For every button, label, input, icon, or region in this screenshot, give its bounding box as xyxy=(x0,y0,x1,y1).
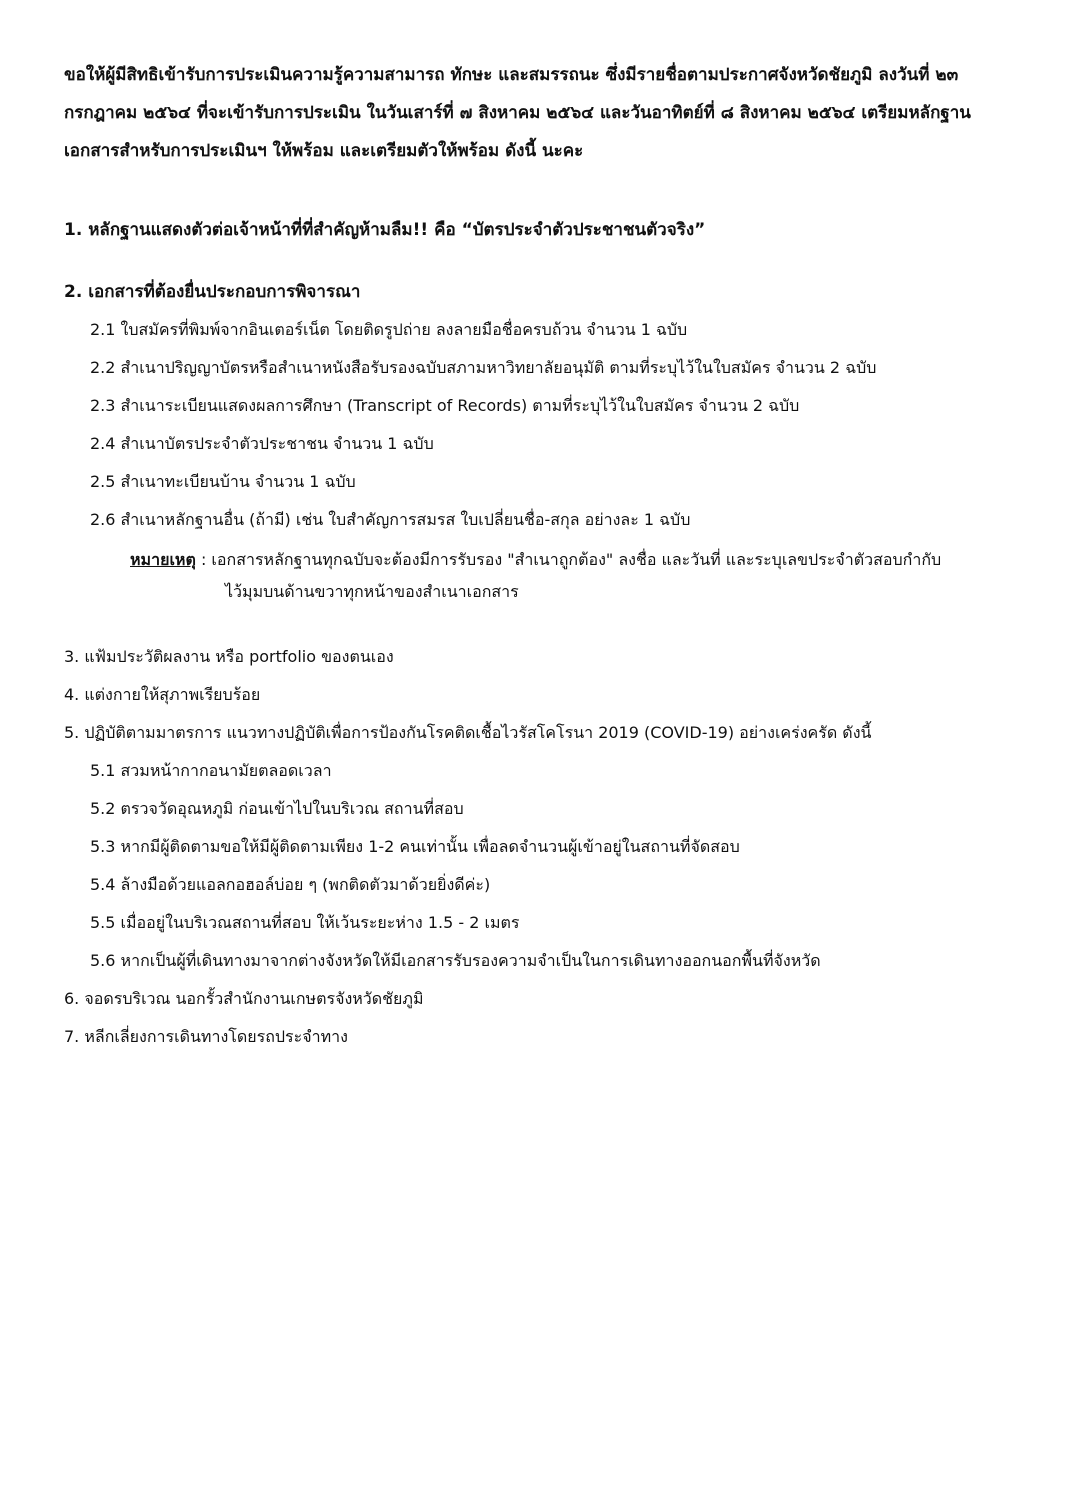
item-3-portfolio: 3. แฟ้มประวัติผลงาน หรือ portfolio ของตนเอง xyxy=(64,647,394,666)
subitem-2-2: 2.2 สำเนาปริญญาบัตรหรือสำเนาหนังสือรับรองฉบับสภามหาวิทยาลัยอนุมัติ ตามที่ระบุไว้ในใบสมัคร จำนวน 2 ฉบับ xyxy=(90,358,877,377)
note-text-line1: เอกสารหลักฐานทุกฉบับจะต้องมีการรับรอง "สำเนาถูกต้อง" ลงชื่อ และวันที่ และระบุเลขประจำตัวสอบกำกับ xyxy=(211,550,942,569)
subitem-2-4: 2.4 สำเนาบัตรประจำตัวประชาชน จำนวน 1 ฉบับ xyxy=(90,434,434,453)
item-7-transport: 7. หลีกเลี่ยงการเดินทางโดยรถประจำทาง xyxy=(64,1027,348,1046)
subitem-2-6: 2.6 สำเนาหลักฐานอื่น (ถ้ามี) เช่น ใบสำคัญการสมรส ใบเปลี่ยนชื่อ-สกุล อย่างละ 1 ฉบับ xyxy=(90,510,691,529)
intro-paragraph xyxy=(64,56,1054,170)
subitem-5-6: 5.6 หากเป็นผู้ที่เดินทางมาจากต่างจังหวัดให้มีเอกสารรับรองความจำเป็นในการเดินทางออกนอกพื้นที่จังหวัด xyxy=(90,951,821,970)
note-separator: : xyxy=(195,550,212,569)
subitem-2-1: 2.1 ใบสมัครที่พิมพ์จากอินเตอร์เน็ต โดยติดรูปถ่าย ลงลายมือชื่อครบถ้วน จำนวน 1 ฉบับ xyxy=(90,320,688,339)
item-2-heading: 2. เอกสารที่ต้องยื่นประกอบการพิจารณา xyxy=(64,282,361,302)
subitem-5-4: 5.4 ล้างมือด้วยแอลกอฮอล์บ่อย ๆ (พกติดตัวมาด้วยยิ่งดีค่ะ) xyxy=(90,875,491,894)
intro-line: กรกฎาคม ๒๕๖๔ ที่จะเข้ารับการประเมิน ในวันเสาร์ที่ ๗ สิงหาคม ๒๕๖๔ และวันอาทิตย์ที่ ๘ สิงหาคม ๒๕๖๔ เตรียมหลักฐาน xyxy=(64,103,971,123)
note-block xyxy=(130,544,941,608)
subitem-2-5: 2.5 สำเนาทะเบียนบ้าน จำนวน 1 ฉบับ xyxy=(90,472,356,491)
subitem-5-1: 5.1 สวมหน้ากากอนามัยตลอดเวลา xyxy=(90,761,332,780)
item-6-parking: 6. จอดรบริเวณ นอกรั้วสำนักงานเกษตรจังหวัดชัยภูมิ xyxy=(64,989,424,1008)
subitem-5-3: 5.3 หากมีผู้ติดตามขอให้มีผู้ติดตามเพียง 1-2 คนเท่านั้น เพื่อลดจำนวนผู้เข้าอยู่ในสถานที่จัดสอบ xyxy=(90,837,740,856)
item-5-heading: 5. ปฏิบัติตามมาตรการ แนวทางปฏิบัติเพื่อการป้องกันโรคติดเชื้อไวรัสโคโรนา 2019 (COVID-19) อย่างเคร่งครัด ดังนี้ xyxy=(64,723,872,742)
subitem-2-3: 2.3 สำเนาระเบียนแสดงผลการศึกษา (Transcript of Records) ตามที่ระบุไว้ในใบสมัคร จำนวน 2 ฉบับ xyxy=(90,396,800,415)
note-text-line2: ไว้มุมบนด้านขวาทุกหน้าของสำเนาเอกสาร xyxy=(225,582,519,601)
intro-line: เอกสารสำหรับการประเมินฯ ให้พร้อม และเตรียมตัวให้พร้อม ดังนี้ นะคะ xyxy=(64,141,584,161)
subitem-5-5: 5.5 เมื่ออยู่ในบริเวณสถานที่สอบ ให้เว้นระยะห่าง 1.5 - 2 เมตร xyxy=(90,913,520,932)
subitem-5-2: 5.2 ตรวจวัดอุณหภูมิ ก่อนเข้าไปในบริเวณ สถานที่สอบ xyxy=(90,799,464,818)
note-label: หมายเหตุ xyxy=(130,550,196,569)
intro-line: ขอให้ผู้มีสิทธิเข้ารับการประเมินความรู้ความสามารถ ทักษะ และสมรรถนะ ซึ่งมีรายชื่อตามประกาศจังหวัดชัยภูมิ ลงวันที่ ๒๓ xyxy=(64,65,959,85)
item-4-dress: 4. แต่งกายให้สุภาพเรียบร้อย xyxy=(64,685,261,704)
item-1-id-card: 1. หลักฐานแสดงตัวต่อเจ้าหน้าที่ที่สำคัญห้ามลืม!! คือ “บัตรประจำตัวประชาชนตัวจริง” xyxy=(64,220,706,240)
